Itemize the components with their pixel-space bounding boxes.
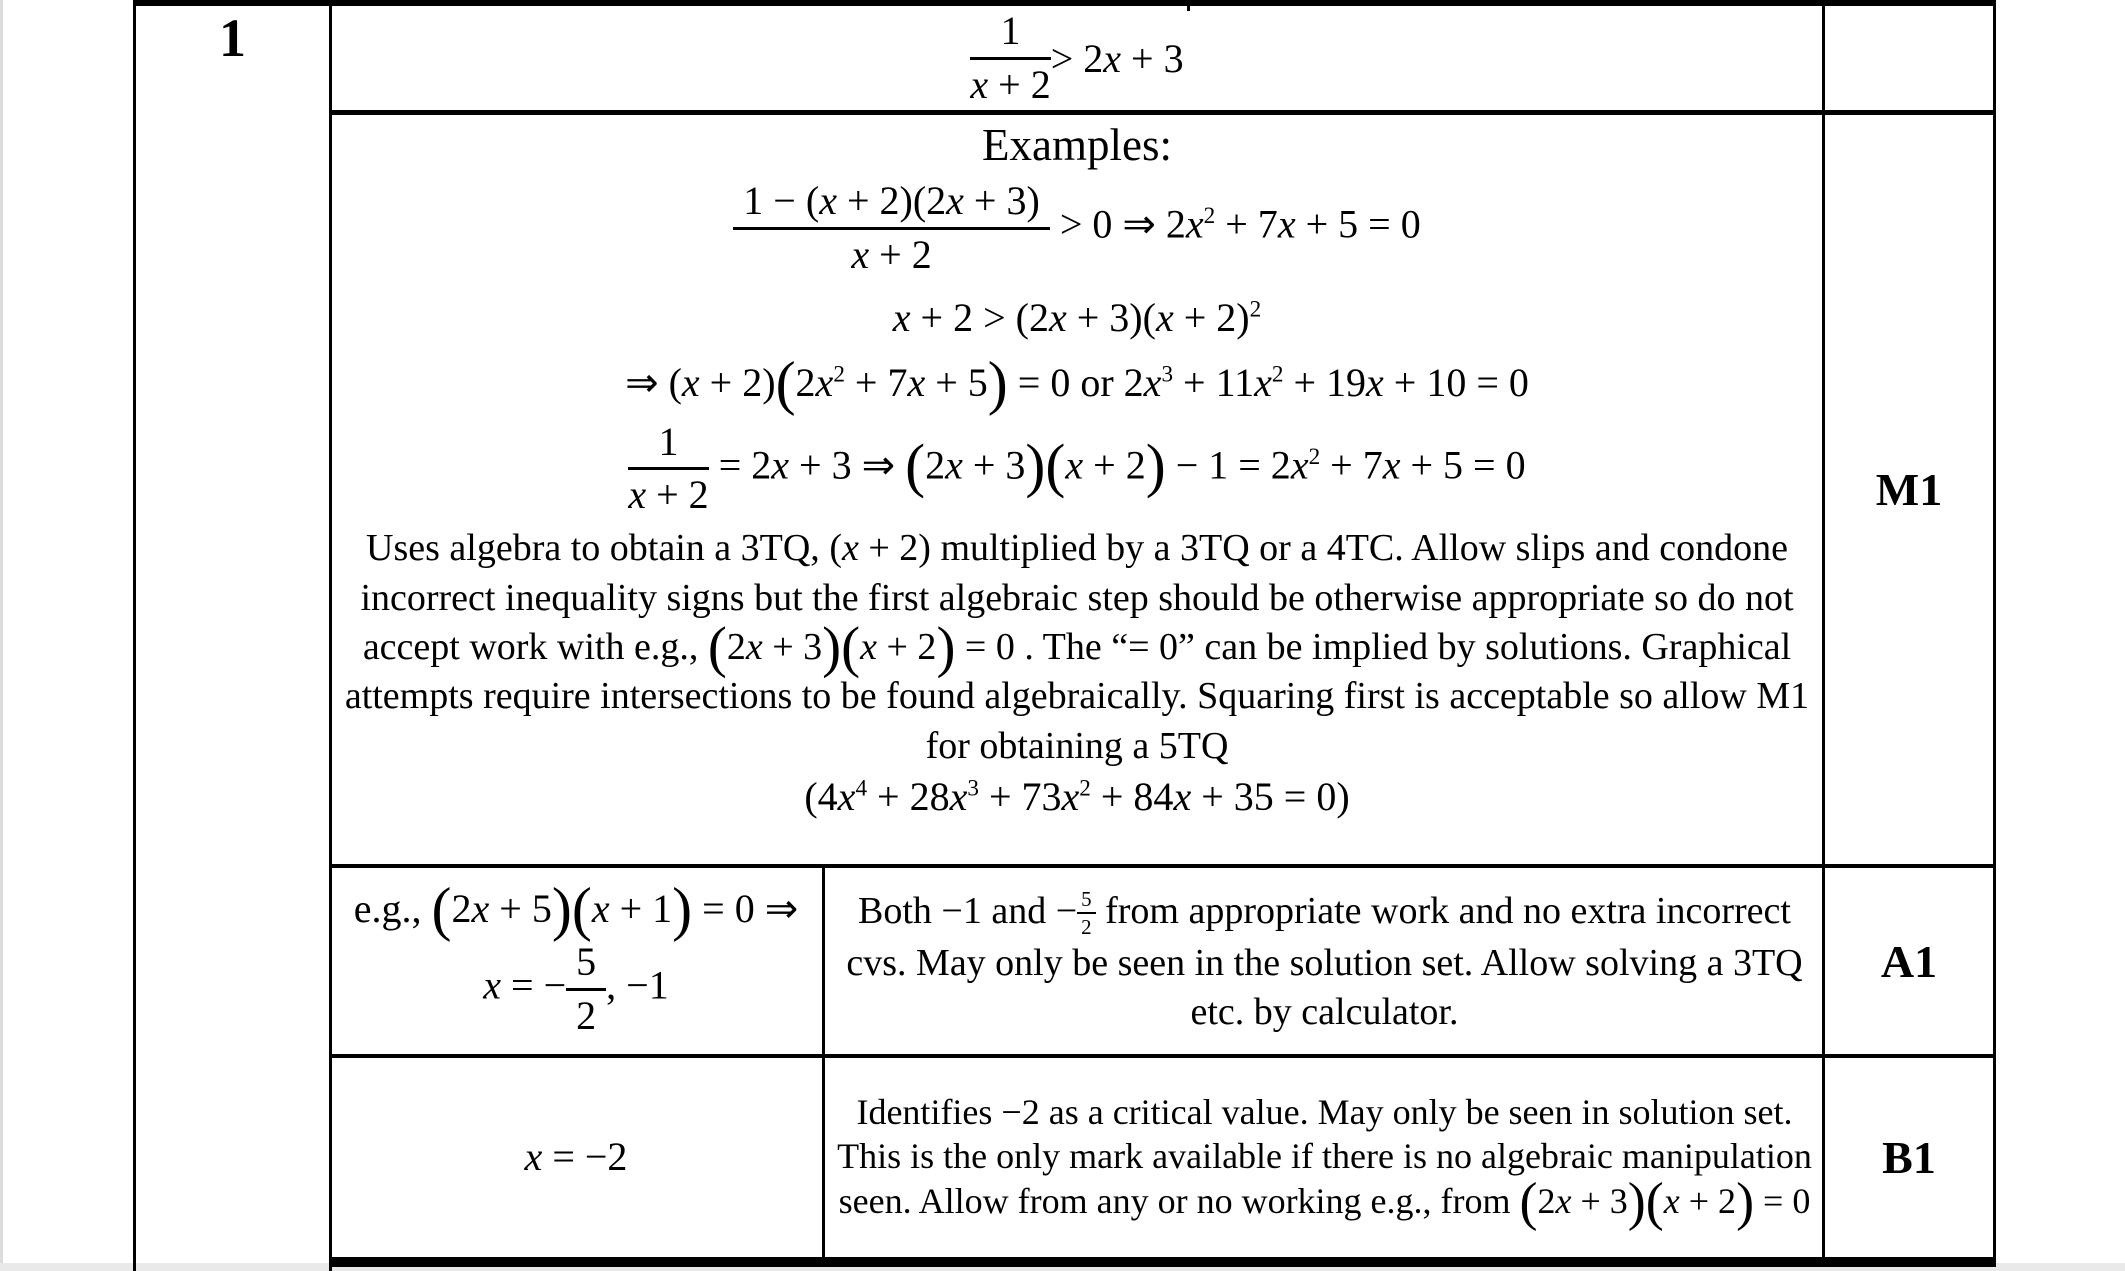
examples-heading: Examples: (982, 120, 1172, 170)
table-border-top (133, 0, 1996, 6)
b1-working: x = −2 (524, 1134, 628, 1179)
a1-working-line-1: e.g., (2x + 5)(x + 1) = 0 ⇒ (353, 876, 799, 943)
row-divider-1 (329, 110, 1996, 115)
mark-a1: A1 (1880, 935, 1938, 987)
table-border-right (1993, 0, 1996, 1267)
b1-description-cell (830, 1060, 1819, 1253)
example-equation-3: ⇒ $(x + 2)(2x^2 + 7x + 5) = 0$ or $2x^3 + 11x^2 + 19x + 10 = 0$ (625, 349, 1529, 416)
question-formula: $\frac{1}{x + 2}$ > 2x + 3 (970, 7, 1184, 107)
question-number: 1 (219, 8, 246, 68)
page-left-edge-shadow (0, 0, 3, 1271)
a1-working-cell (332, 872, 820, 1052)
example-equation-4: $\frac{1}{x + 2}$ = 2x + 3 ⇒ $(2x + 3)(x + 2) - 1 = 2x^2 + 7x + 5 = 0$ (628, 418, 1526, 518)
a1-working-line-2: x = − $\frac{5}{2}$ , −1 (483, 939, 669, 1038)
row-divider-2 (329, 864, 1996, 868)
a1-description: Both −1 and − $\frac{5}{2}$ from appropriate work and no extra incorrect cvs. May only be seen in the solution set. Allow solving a 3TQ etc. by calculator. (846, 886, 1803, 1034)
m1-marking-notes: Uses algebra to obtain a 3TQ, (x + 2) multiplied by a 3TQ or a 4TC. Allow slips and condone incorrect inequality signs but the first algebraic step should be otherwise appropriate so do not accept work with e.g., (2x + 3)(x + 2) = 0 . The “= 0” can be implied by solutions. Graphical attempts require intersections to be found algebraically. Squaring first is acceptable so allow M1 for obtaining a 5TQ (344, 527, 1810, 767)
b1-cell-divider (822, 1058, 825, 1257)
b1-description: Identifies −2 as a critical value. May only be seen in solution set. This is the only mark available if there is no algebraic manipulation seen. Allow from any or no working e.g., from (2x + 3)(x + 2) = 0 (837, 1091, 1812, 1232)
example-equation-1: $\frac{1 - (x + 2)(2x + 3)}{x + 2}$ > 0 ⇒ $2x^2 + 7x + 5 = 0$ (733, 179, 1420, 278)
table-border-left (133, 0, 136, 1271)
b1-working-cell (332, 1058, 820, 1255)
a1-cell-divider (822, 868, 825, 1054)
mark-m1: M1 (1875, 464, 1943, 515)
example-equation-2: $x + 2 > (2x + 3)(x + 2)^2$ (892, 294, 1262, 340)
m1-cell (332, 117, 1822, 862)
table-border-bottom-thick (329, 1257, 1996, 1267)
a1-description-cell (830, 870, 1819, 1054)
quintic-equation: $(4x^4 + 28x^3 + 73x^2 + 84x + 35 = 0)$ (804, 774, 1350, 820)
mark-b1: B1 (1882, 1132, 1936, 1183)
